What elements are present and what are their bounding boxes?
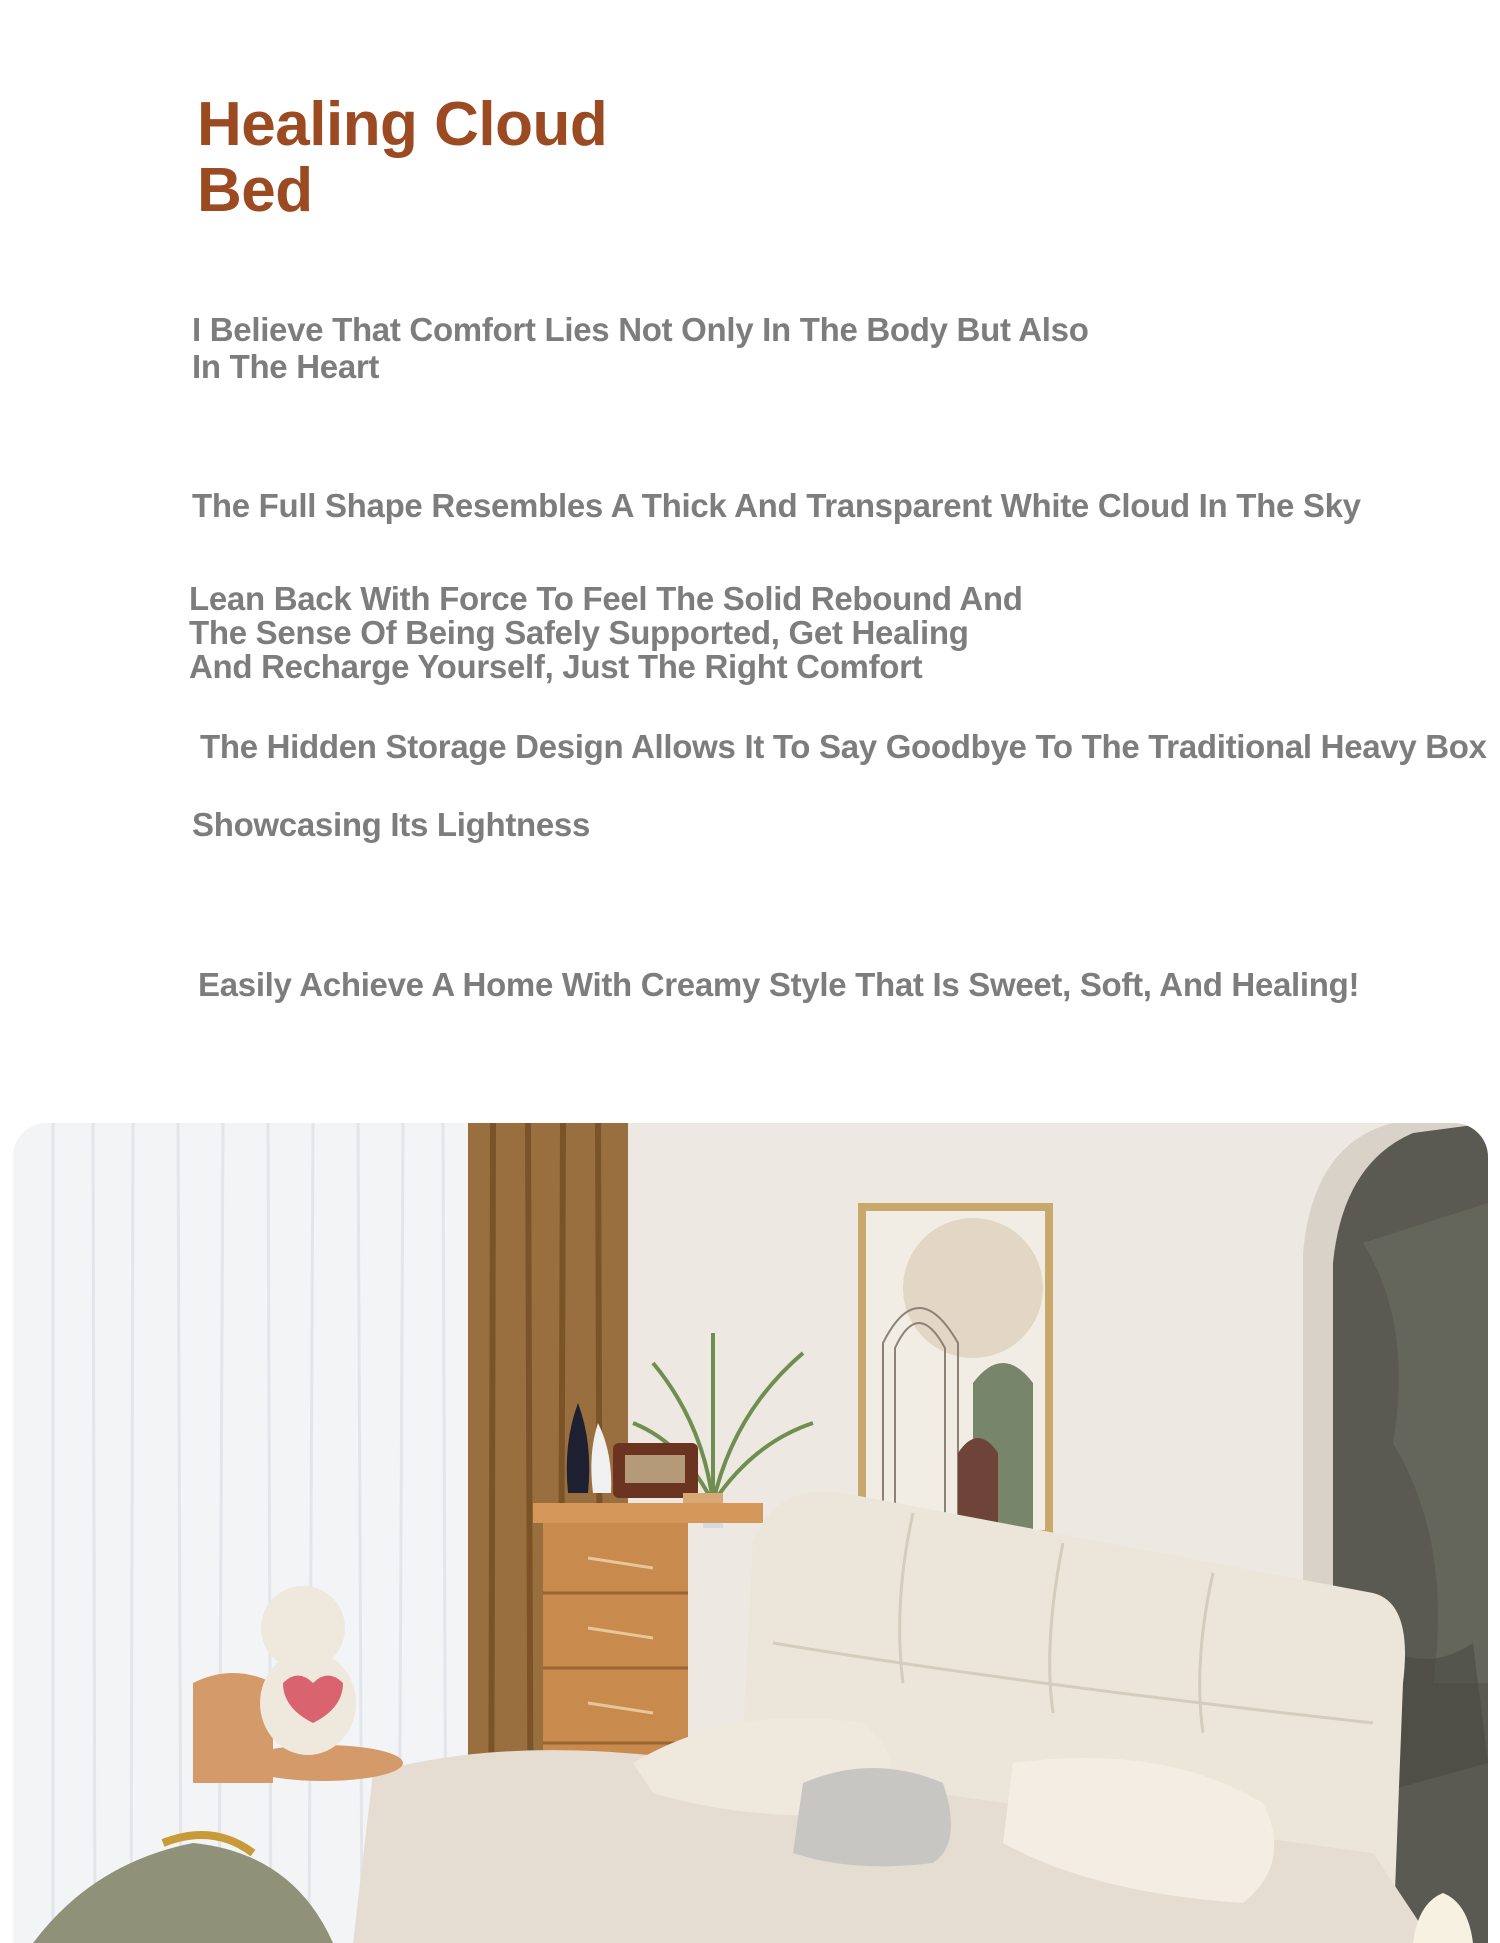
- page-title: [197, 92, 607, 224]
- paragraph-line: And Recharge Yourself, Just The Right Comfort: [189, 648, 923, 685]
- paragraph-line: Easily Achieve A Home With Creamy Style That Is Sweet, Soft, And Healing!: [198, 966, 1360, 1003]
- paragraph-line: I Believe That Comfort Lies Not Only In The Body But Also: [192, 311, 1089, 348]
- paragraph-cloud-shape: [192, 487, 1361, 524]
- title-line-2: Bed: [197, 156, 313, 225]
- paragraph-lightness: [192, 806, 590, 843]
- nightstand-top: [533, 1503, 763, 1523]
- paragraph-line: The Sense Of Being Safely Supported, Get Healing: [189, 614, 969, 651]
- paragraph-line: Showcasing Its Lightness: [192, 806, 591, 843]
- paragraph-line: In The Heart: [192, 348, 380, 385]
- boucle-cushion: [793, 1768, 951, 1866]
- paragraph-creamy-style: [198, 966, 1359, 1003]
- paragraph-line: The Full Shape Resembles A Thick And Transparent White Cloud In The Sky: [192, 487, 1361, 524]
- paragraph-storage: [200, 728, 1487, 765]
- paragraph-line: Lean Back With Force To Feel The Solid Rebound And: [189, 580, 1023, 617]
- paragraph-rebound: [189, 582, 1023, 684]
- bedroom-photo: [13, 1123, 1488, 1943]
- bedroom-illustration: [13, 1123, 1488, 1943]
- title-line-1: Healing Cloud: [197, 90, 608, 159]
- paragraph-line: The Hidden Storage Design Allows It To Say Goodbye To The Traditional Heavy Box: [200, 728, 1487, 765]
- paragraph-comfort: [192, 311, 1089, 385]
